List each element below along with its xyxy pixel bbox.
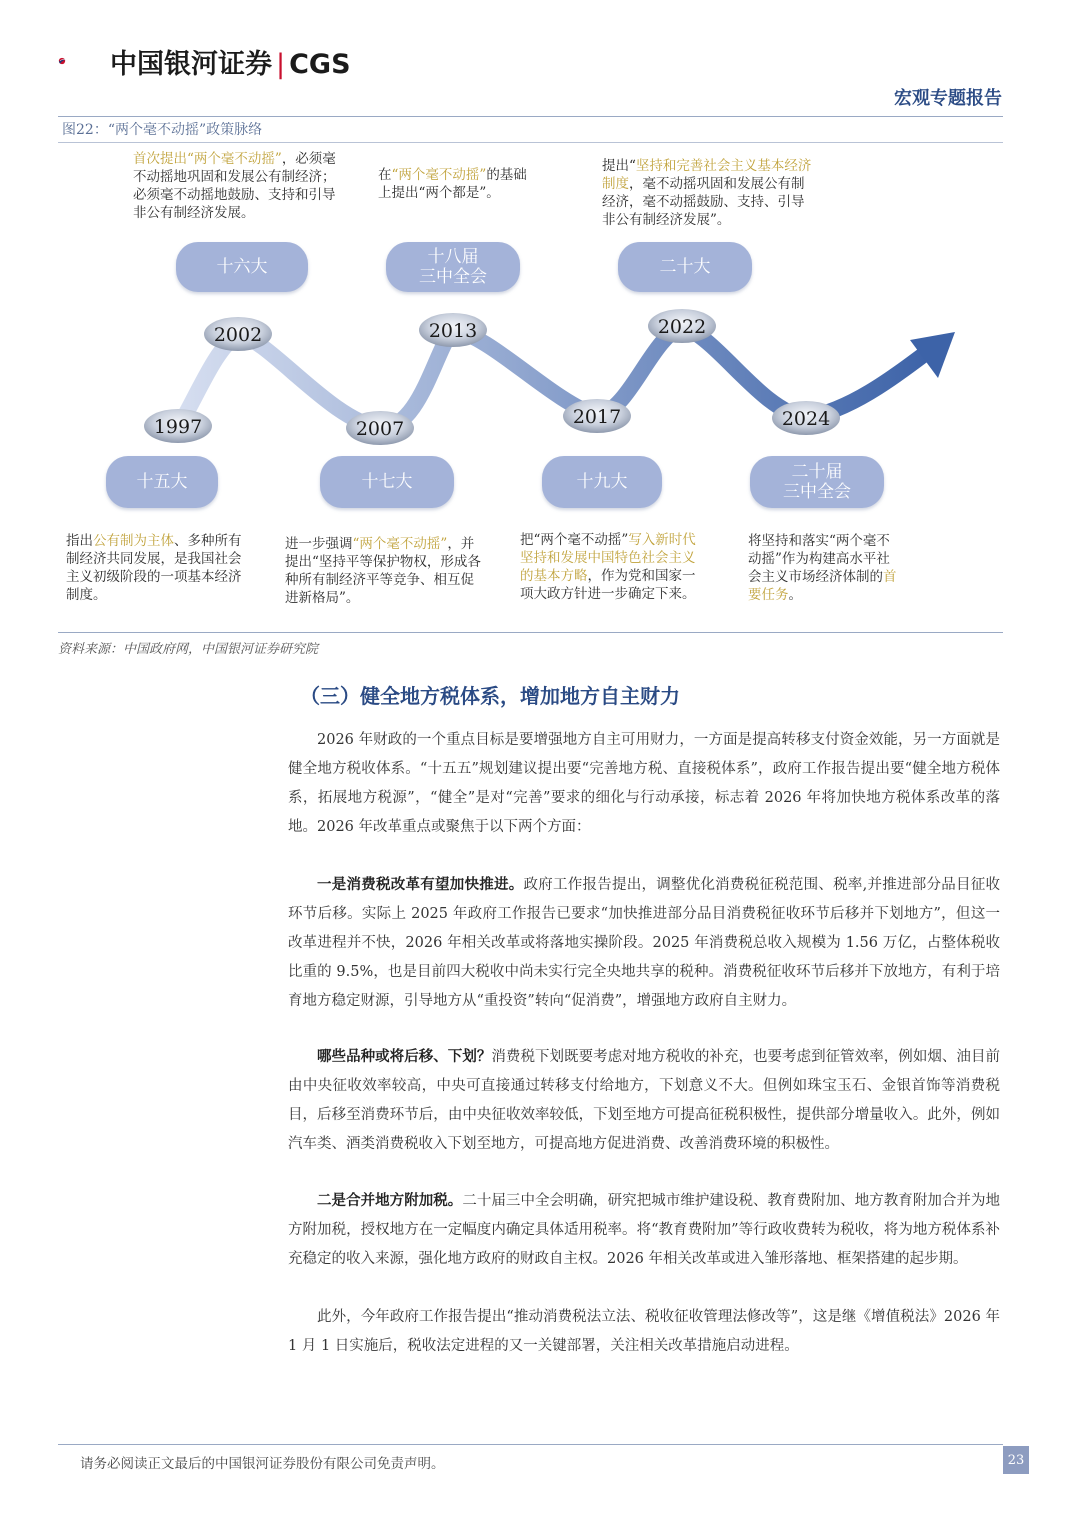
paragraph-2: 一是消费税改革有望加快推进。政府工作报告提出，调整优化消费税征税范围、税率,并推进部分品目征收环节后移。实际上 2025 年政府工作报告已要求“加快推进部分品目消费税征收环节后移并下划地方”，但这一改革进程并不快，2026 年相关改革或将落地实操阶段。2025 年消费税总收入规模为 1.56 万亿，占整体税收比重的 9.5%，也是目前四大税收中尚未实行完全央地共享的税种。消费税征收环节后移并下放地方，有利于培育地方稳定财源，引导地方从“重投资”转向“促消费”，增强地方政府自主财力。 (288, 876, 1000, 1009)
top-note-3: 提出“坚持和完善社会主义基本经济制度，毫不动摇巩固和发展公有制经济，毫不动摇鼓励、支持、引导非公有制经济发展”。 (602, 158, 812, 228)
pill-18th-third-plenum: 十八届 三中全会 (386, 242, 520, 292)
page-number: 23 (1003, 1446, 1029, 1474)
paragraph-3: 哪些品种或将后移、下划？消费税下划既要考虑对地方税收的补充，也要考虑到征管效率，例如烟、油目前由中央征收效率较高，中央可直接通过转移支付给地方，下划意义不大。但例如珠宝玉石、金银首饰等消费税目，后移至消费环节后，由中央征收效率较低，下划至地方可提高征税积极性，提供部分增量收入。此外，例如汽车类、酒类消费税收入下划至地方，可提高地方促进消费、改善消费环境的积极性。 (288, 1048, 1000, 1152)
bottom-note-3: 把“两个毫不动摇”写入新时代坚持和发展中国特色社会主义的基本方略，作为党和国家一项大政方针进一步确定下来。 (520, 532, 696, 602)
pill-20th-congress: 二十大 (618, 242, 752, 292)
brand-cn: 中国银河证券 (110, 49, 272, 80)
paragraph-5: 此外，今年政府工作报告提出“推动消费税法立法、税收征收管理法修改等”，这是继《增值税法》2026 年 1 月 1 日实施后，税收法定进程的又一关键部署，关注相关改革措施启动进程。 (288, 1309, 1000, 1354)
cgs-logo-icon (58, 40, 108, 82)
year-label-1997: 1997 (153, 416, 203, 438)
footer-divider (58, 1444, 1003, 1445)
figure-caption-divider (58, 142, 1003, 143)
pill-16th-congress: 十六大 (176, 242, 308, 292)
timeline-ribbon (0, 300, 1080, 460)
figure-caption: 图22：“两个毫不动摇”政策脉络 (62, 122, 263, 138)
source-divider (58, 632, 1003, 633)
year-label-2017: 2017 (572, 406, 622, 428)
year-label-2024: 2024 (781, 408, 831, 430)
section-title: （三）健全地方税体系，增加地方自主财力 (300, 684, 680, 708)
pill-17th-congress: 十七大 (320, 456, 454, 508)
pill-15th-congress: 十五大 (106, 456, 218, 508)
brand-name: 中国银河证券 | CGS (110, 49, 351, 80)
top-note-1: 首次提出“两个毫不动摇”，必须毫不动摇地巩固和发展公有制经济；必须毫不动摇地鼓励、支持和引导非公有制经济发展。 (133, 151, 336, 221)
header-divider (58, 116, 1003, 117)
bottom-note-4: 将坚持和落实“两个毫不动摇”作为构建高水平社会主义市场经济体制的首要任务。 (748, 533, 897, 603)
footer-disclaimer: 请务必阅读正文最后的中国银河证券股份有限公司免责声明。 (80, 1456, 445, 1472)
year-label-2022: 2022 (657, 316, 707, 338)
top-note-2: 在“两个毫不动摇”的基础上提出“两个都是”。 (378, 167, 527, 201)
year-label-2002: 2002 (213, 324, 263, 346)
bottom-note-2: 进一步强调“两个毫不动摇”，并提出“坚持平等保护物权，形成各种所有制经济平等竞争、相互促进新格局”。 (285, 536, 481, 606)
year-label-2013: 2013 (428, 320, 478, 342)
bottom-note-1: 指出公有制为主体、多种所有制经济共同发展，是我国社会主义初级阶段的一项基本经济制度。 (66, 533, 242, 603)
paragraph-4: 二是合并地方附加税。二十届三中全会明确，研究把城市维护建设税、教育费附加、地方教育附加合并为地方附加税，授权地方在一定幅度内确定具体适用税率。将“教育费附加”等行政收费转为税收，将为地方税体系补充稳定的收入来源，强化地方政府的财政自主权。2026 年相关改革或进入雏形落地、框架搭建的起步期。 (288, 1192, 1000, 1267)
paragraph-1: 2026 年财政的一个重点目标是要增强地方自主可用财力，一方面是提高转移支付资金效能，另一方面就是健全地方税收体系。“十五五”规划建议提出要“完善地方税、直接税体系”，政府工作报告提出要“健全地方税体系，拓展地方税源”，“健全”是对“完善”要求的细化与行动承接，标志着 2026 年将加快地方税体系改革的落地。2026 年改革重点或聚焦于以下两个方面： (288, 732, 1000, 835)
report-type-label: 宏观专题报告 (894, 88, 1002, 109)
pill-20th-third-plenum: 二十届 三中全会 (750, 456, 884, 508)
year-label-2007: 2007 (355, 418, 405, 440)
pill-19th-congress: 十九大 (542, 456, 662, 508)
brand-en: CGS (289, 49, 351, 80)
figure-source: 资料来源：中国政府网，中国银河证券研究院 (58, 642, 319, 657)
